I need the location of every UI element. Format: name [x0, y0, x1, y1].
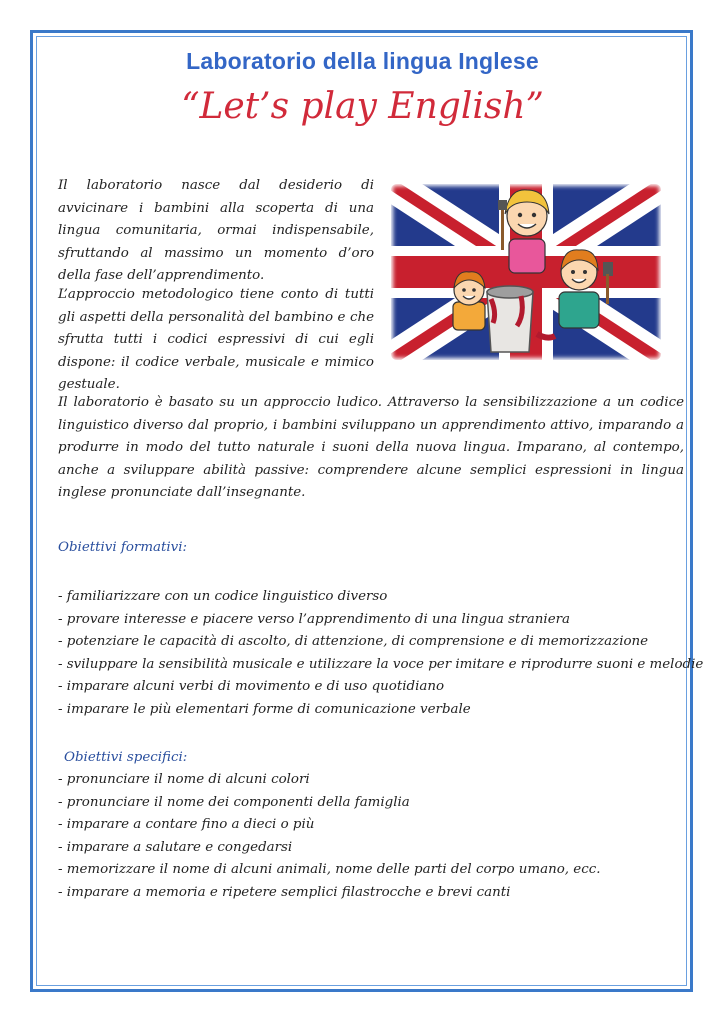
list-item: - sviluppare la sensibilità musicale e utilizzare la voce per imitare e riprodurre suoni e melodie — [58, 656, 704, 672]
formativi-list — [58, 586, 704, 721]
list-item: - imparare a contare fino a dieci o più — [58, 817, 315, 832]
list-item: - imparare le più elementari forme di comunicazione verbale — [58, 701, 471, 717]
intro-paragraph-3: Il laboratorio è basato su un approccio ludico. Attraverso la sensibilizzazione a un codice linguistico diverso dal proprio, i bambini sviluppano un apprendimento attivo, imparando a produrre in modo del tutto naturale i suoni della nuova lingua. Imparano, al contempo, anche a sviluppare abilità passive: comprendere alcune semplici espressioni in lingua inglese pronunciate dall’insegnante. — [58, 395, 684, 500]
intro-paragraph-1: Il laboratorio nasce dal desiderio di avvicinare i bambini alla scoperta di una lingua comunitaria, ormai indispensabile, sfruttando al massimo un momento d’oro della fase dell’apprendimento. — [58, 178, 374, 283]
list-item: - imparare a salutare e congedarsi — [58, 839, 293, 855]
page-title: Laboratorio della lingua Inglese — [186, 48, 539, 74]
union-jack-children-illustration — [391, 184, 661, 360]
specifici-heading: Obiettivi specifici: — [64, 750, 188, 765]
list-item: - memorizzare il nome di alcuni animali, nome delle parti del corpo umano, ecc. — [58, 862, 601, 877]
formativi-heading: Obiettivi formativi: — [58, 540, 188, 555]
list-item: - potenziare le capacità di ascolto, di attenzione, di comprensione e di memorizzazione — [58, 634, 649, 649]
list-item: - pronunciare il nome di alcuni colori — [58, 772, 310, 787]
list-item: - familiarizzare con un codice linguistico diverso — [58, 589, 388, 604]
list-item: - imparare alcuni verbi di movimento e di uso quotidiano — [58, 679, 445, 694]
list-item: - provare interesse e piacere verso l’apprendimento di una lingua straniera — [58, 611, 571, 627]
intro-paragraph-2: L’approccio metodologico tiene conto di tutti gli aspetti della personalità del bambino e che sfrutta tutti i codici espressivi di cui egli dispone: il codice verbale, musicale e mimico gestuale. — [58, 287, 374, 392]
page-subtitle: “Let’s play English” — [181, 86, 544, 127]
list-item: - imparare a memoria e ripetere semplici filastrocche e brevi canti — [58, 884, 511, 900]
specifici-list — [58, 769, 688, 904]
list-item: - pronunciare il nome dei componenti della famiglia — [58, 794, 410, 810]
